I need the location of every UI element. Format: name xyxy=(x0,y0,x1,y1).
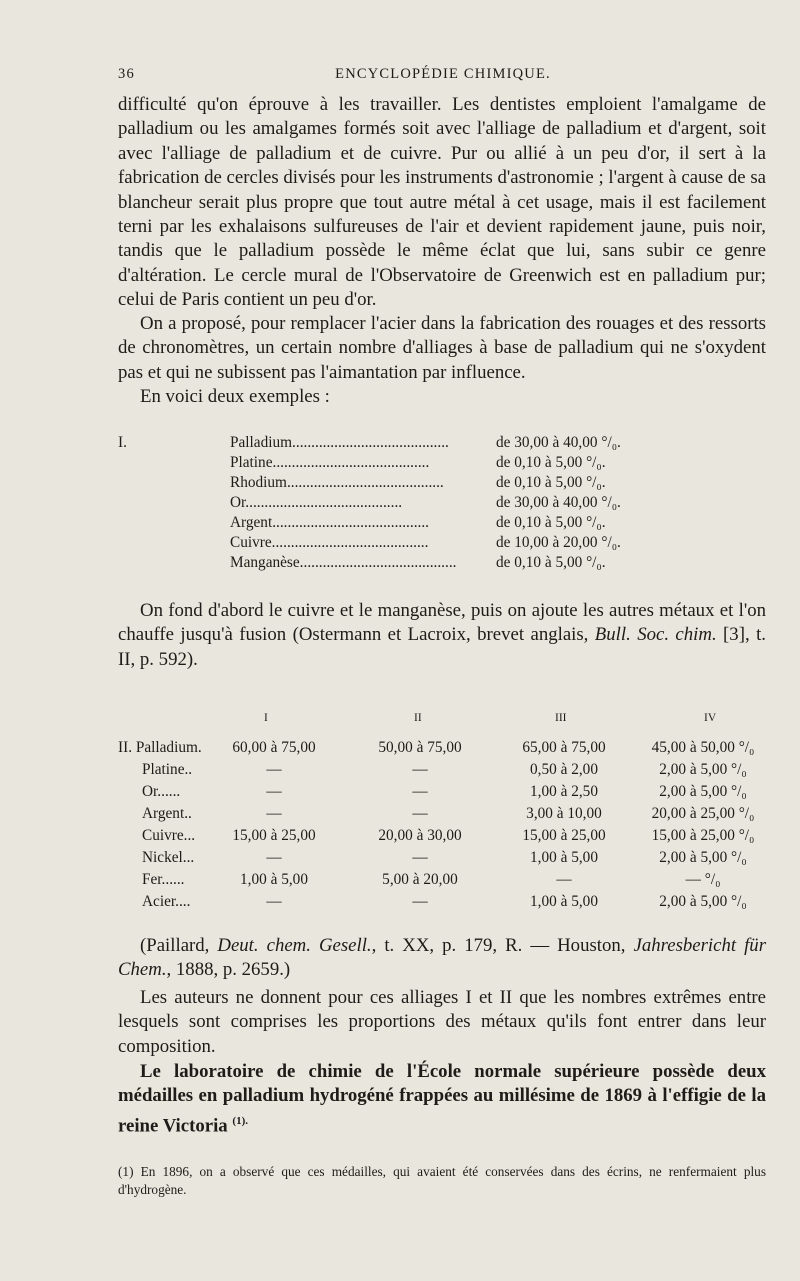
table-row xyxy=(230,494,621,515)
running-header xyxy=(118,66,768,88)
table-row: Acier.... — — 1,00 à 5,00 2,00 à 5,00 °/₀ xyxy=(142,893,747,910)
running-title: ENCYCLOPÉDIE CHIMIQUE. xyxy=(335,66,551,82)
metal-name: Platine......................................... xyxy=(230,454,430,471)
journal-title: Bull. Soc. chim. xyxy=(594,624,717,646)
paragraph-references: (Paillard, Deut. chem. Gesell., t. XX, p. 179, R. — Houston, Jahresbericht für Chem., 1888, p. 2659.) xyxy=(118,935,767,981)
table-row: Fer...... 1,00 à 5,00 5,00 à 20,00 — — °/₀ xyxy=(142,871,721,888)
metal-name: Palladium......................................... xyxy=(230,434,449,451)
paragraph-examples-intro: En voici deux exemples : xyxy=(140,386,330,407)
footnote: (1) En 1896, on a observé que ces médailles, qui avaient été conservées dans des écrins, ne renfermaient plus d'hydrogène. xyxy=(118,1164,766,1197)
composition-range: de 10,00 à 20,00 °/₀. xyxy=(496,534,621,551)
table-row: Platine.. — — 0,50 à 2,00 2,00 à 5,00 °/₀ xyxy=(142,761,747,778)
footnote-ref: (1). xyxy=(232,1114,248,1127)
paragraph-chronometer-alloys: On a proposé, pour remplacer l'acier dans la fabrication des rouages et des ressorts de chronomètres, un certain nombre d'alliages à base de palladium qui ne s'oxydent pas et qui ne subissent pas l'aimantation par influence. xyxy=(118,313,766,383)
table-row xyxy=(230,474,606,495)
page-number: 36 xyxy=(118,66,135,82)
table-row xyxy=(230,434,621,455)
table-row: Argent.. — — 3,00 à 10,00 20,00 à 25,00 °/₀ xyxy=(142,805,755,822)
table-row: Nickel... — — 1,00 à 5,00 2,00 à 5,00 °/₀ xyxy=(142,849,747,866)
composition-range: de 0,10 à 5,00 °/₀. xyxy=(496,454,606,471)
alloy-table-one-label: I. xyxy=(118,434,127,451)
table-row xyxy=(230,454,606,475)
composition-range: de 30,00 à 40,00 °/₀. xyxy=(496,434,621,451)
table-row xyxy=(230,514,606,535)
column-header: II xyxy=(414,712,422,724)
paragraph-uses: difficulté qu'on éprouve à les travailler. Les dentistes emploient l'amalgame de palladium ou les amalgames formés soit avec l'alliage de palladium et d'argent, soit avec l'alliage de palladium et de cuivre. Pur ou allié à un peu d'or, il sert à la fabrication de cercles divisés pour les instruments d'astronomie ; l'argent à cause de sa blancheur serait plus propre que tout autre métal à cet usage, mais il est facilement terni par les exhalaisons sulfureuses de l'air et devient rapidement jaune, puis noir, tandis que le palladium possède le même éclat que lui, sans subir ce genre d'altération. Le cercle mural de l'Observatoire de Greenwich est en palladium pur; celui de Paris contient un peu d'or. xyxy=(118,94,766,311)
column-header: III xyxy=(555,712,567,724)
table-row xyxy=(230,534,621,555)
metal-name: Or......................................... xyxy=(230,494,403,511)
column-header: I xyxy=(264,712,268,724)
composition-range: de 0,10 à 5,00 °/₀. xyxy=(496,474,606,491)
metal-name: Rhodium......................................... xyxy=(230,474,444,491)
metal-name: Cuivre......................................... xyxy=(230,534,429,551)
paragraph-authors-note: Les auteurs ne donnent pour ces alliages I et II que les nombres extrêmes entre lesquels sont comprises les proportions des métaux qu'ils font entrer dans leur composition. xyxy=(118,987,766,1057)
table-row: II. Palladium. 60,00 à 75,00 50,00 à 75,00 65,00 à 75,00 45,00 à 50,00 °/₀ xyxy=(118,739,755,756)
metal-name: Manganèse......................................... xyxy=(230,554,457,571)
composition-range: de 30,00 à 40,00 °/₀. xyxy=(496,494,621,511)
column-header: IV xyxy=(704,712,717,724)
table-row: Cuivre... 15,00 à 25,00 20,00 à 30,00 15,00 à 25,00 15,00 à 25,00 °/₀ xyxy=(142,827,755,844)
table-row xyxy=(230,554,606,575)
metal-name: Argent......................................... xyxy=(230,514,429,531)
paragraph-preparation: On fond d'abord le cuivre et le manganèse, puis on ajoute les autres métaux et l'on chauffe jusqu'à fusion (Ostermann et Lacroix, brevet anglais, Bull. Soc. chim. [3], t. II, p. 592). xyxy=(118,600,766,670)
table-row: Or...... — — 1,00 à 2,50 2,00 à 5,00 °/₀ xyxy=(142,783,747,800)
paragraph-medals: Le laboratoire de chimie de l'École normale supérieure possède deux médailles en palladium hydrogéné frappées au millésime de 1869 à l'effigie de la reine Victoria $^{(1).}$ xyxy=(118,1061,766,1137)
composition-range: de 0,10 à 5,00 °/₀. xyxy=(496,514,606,531)
composition-range: de 0,10 à 5,00 °/₀. xyxy=(496,554,606,571)
